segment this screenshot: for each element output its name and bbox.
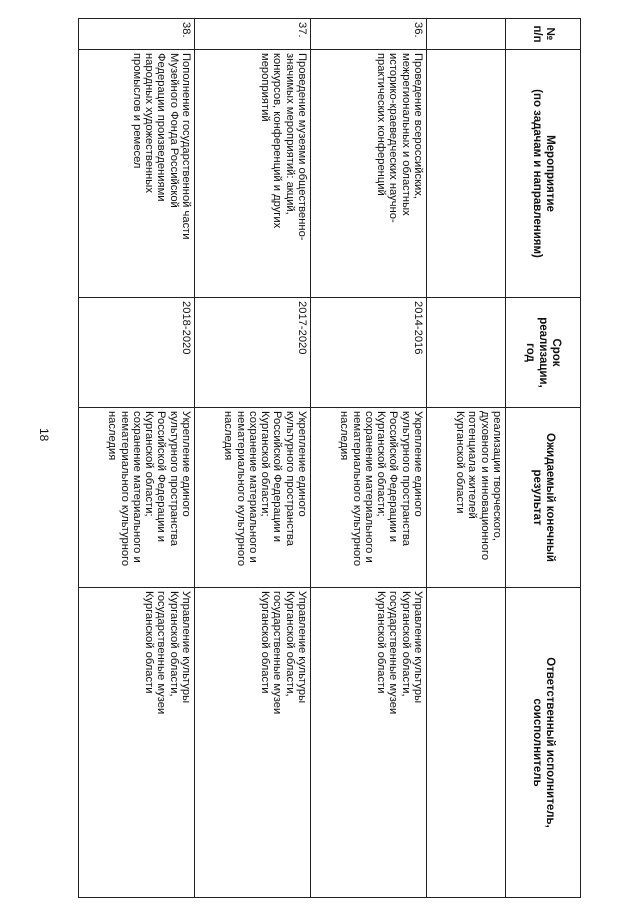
continuation-activity — [427, 50, 506, 298]
page-number: 18 — [37, 428, 51, 442]
row-term: 2018-2020 — [79, 298, 195, 408]
row-result: Укрепление единого культурного пространства Российской Федерации и Курганской области; сохранение материального и нематериального культурного наследия — [311, 408, 427, 588]
row-term: 2014-2016 — [311, 298, 427, 408]
header-num: № п/п — [506, 19, 581, 50]
row-result: Укрепление единого культурного пространства Российской Федерации и Курганской области; сохранение материального и нематериального культурного наследия — [79, 408, 195, 588]
row-responsible: Управление культуры Курганской области, государственные музеи Курганской области — [311, 588, 427, 898]
continuation-term — [427, 298, 506, 408]
continuation-num — [427, 19, 506, 50]
row-responsible: Управление культуры Курганской области, государственные музеи Курганской области — [79, 588, 195, 898]
continuation-row — [427, 19, 506, 898]
continuation-responsible — [427, 588, 506, 898]
table-row — [195, 19, 311, 898]
row-activity: Проведение музеями общественно- значимых мероприятий: акций, конкурсов, конференций и других мероприятий — [195, 50, 311, 298]
row-activity: Пополнение государственной части Музейного Фонда Российской Федерации произведениями народных художественных промыслов и ремесел — [79, 50, 195, 298]
row-num: 36. — [311, 19, 427, 50]
row-result: Укрепление единого культурного пространства Российской Федерации и Курганской области; сохранение материального и нематериального культурного наследия — [195, 408, 311, 588]
table-row — [311, 19, 427, 898]
row-num: 38. — [79, 19, 195, 50]
table-header-row — [506, 19, 581, 898]
header-result: Ожидаемый конечный результат — [506, 408, 581, 588]
rotated-table-container — [80, 18, 581, 897]
header-activity: Мероприятие (по задачам и направлениям) — [506, 50, 581, 298]
row-term: 2017-2020 — [195, 298, 311, 408]
header-responsible: Ответственный исполнитель, соисполнитель — [506, 588, 581, 898]
header-term: Срок реализации, год — [506, 298, 581, 408]
measures-table — [78, 18, 581, 898]
row-responsible: Управление культуры Курганской области, государственные музеи Курганской области — [195, 588, 311, 898]
table-row — [79, 19, 195, 898]
row-activity: Проведение всероссийских, межрегиональных и областных историко-краеведческих научно- практических конференций — [311, 50, 427, 298]
continuation-result: реализации творческого, духовного и инновационного потенциала жителей Курганской области — [427, 408, 506, 588]
row-num: 37. — [195, 19, 311, 50]
